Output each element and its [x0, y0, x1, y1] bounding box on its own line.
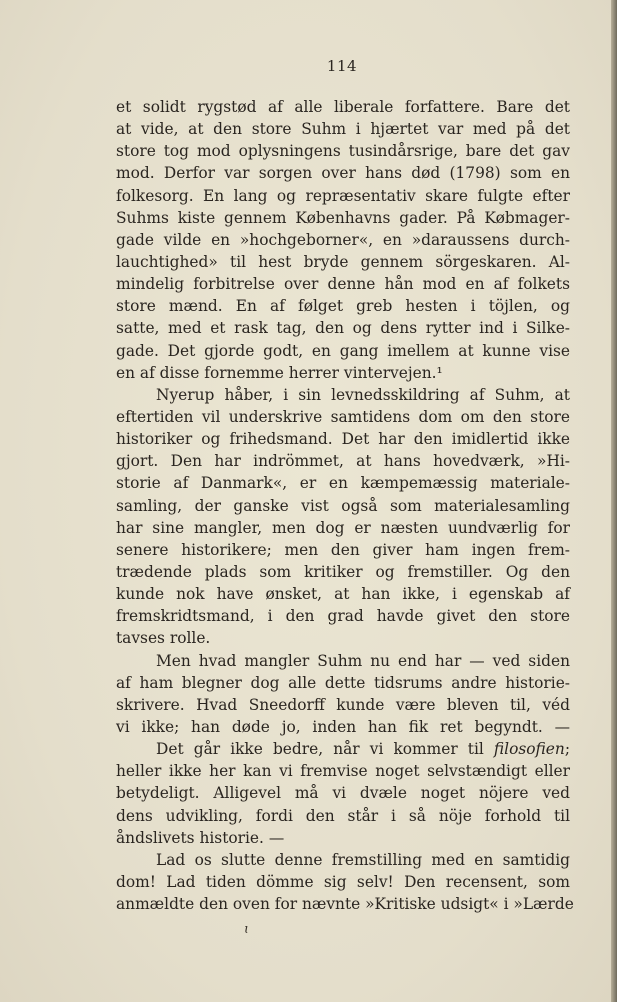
text-line: Lad os slutte denne fremstilling med en samtidig — [156, 850, 570, 869]
page-edge — [611, 0, 617, 1002]
text-line: satte, med et rask tag, den og dens rytter ind i Silke- — [116, 319, 570, 338]
text-line: tavses rolle. — [116, 629, 211, 648]
text-line: heller ikke her kan vi fremvise noget selvstændigt eller — [116, 762, 570, 781]
text-line: gjort. Den har indrömmet, at hans hovedværk, »Hi- — [116, 452, 570, 471]
text-line: har sine mangler, men dog er næsten uundværlig for — [116, 518, 570, 537]
page-number: 114 — [326, 57, 358, 75]
text-line: at vide, at den store Suhm i hjærtet var med på det — [116, 120, 570, 139]
text-line: skrivere. Hvad Sneedorff kunde være bleven til, véd — [116, 695, 570, 714]
text-line: eftertiden vil underskrive samtidens dom om den store — [116, 407, 570, 426]
text-line: trædende plads som kritiker og fremstiller. Og den — [116, 562, 570, 581]
text-line: folkesorg. En lang og repræsentativ skare fulgte efter — [116, 186, 570, 205]
text-line: storie af Danmark«, er en kæmpemæssig materiale- — [116, 474, 570, 493]
body-text — [116, 96, 574, 915]
stray-ink-mark: ɩ — [244, 922, 250, 937]
text-line: kunde nok have ønsket, at han ikke, i egenskab af — [116, 585, 570, 604]
text-line: Men hvad mangler Suhm nu end har — ved siden — [156, 651, 570, 670]
text-line: en af disse fornemme herrer vintervejen.¹ — [116, 363, 443, 382]
text-line: historiker og frihedsmand. Det har den imidlertid ikke — [116, 430, 570, 449]
text-line: vi ikke; han døde jo, inden han fik ret begyndt. — — [116, 717, 570, 736]
text-line: samling, der ganske vist også som materialesamling — [116, 496, 570, 515]
text-line: lauchtighed» til hest bryde gennem sörgeskaren. Al- — [116, 252, 570, 271]
text-line: anmældte den oven for nævnte »Kritiske udsigt« i »Lærde — [116, 895, 574, 914]
text-line: store mænd. En af følget greb hesten i töjlen, og — [116, 297, 570, 316]
text-line: mod. Derfor var sorgen over hans død (1798) som en — [116, 164, 570, 183]
text-line: et solidt rygstød af alle liberale forfattere. Bare det — [116, 98, 570, 116]
emphasis: filosofien — [493, 740, 565, 759]
text-line: fremskridtsmand, i den grad havde givet den store — [116, 607, 570, 626]
text-line: åndslivets historie. — — [116, 828, 285, 847]
text-line: mindelig forbitrelse over denne hån mod en af folkets — [116, 275, 570, 294]
text-line: betydeligt. Alligevel må vi dvæle noget nöjere ved — [116, 784, 570, 803]
text-line: gade. Det gjorde godt, en gang imellem at kunne vise — [116, 341, 570, 360]
text-line: af ham blegner dog alle dette tidsrums andre historie- — [116, 673, 570, 692]
text-line: Nyerup håber, i sin levnedsskildring af Suhm, at — [156, 385, 570, 404]
text-line: gade vilde en »hochgeborner«, en »daraussens durch- — [116, 230, 570, 249]
text-line: senere historikere; men den giver ham ingen frem- — [116, 540, 570, 559]
text-line: dens udvikling, fordi den står i så nöje forhold til — [116, 806, 570, 825]
text-line: Det går ikke bedre, når vi kommer til filosofien; — [156, 740, 570, 759]
text-line: dom! Lad tiden dömme sig selv! Den recensent, som — [116, 872, 570, 891]
text-line: Suhms kiste gennem Københavns gader. På Købmager- — [116, 208, 570, 227]
text-line: store tog mod oplysningens tusindårsrige, bare det gav — [116, 142, 570, 161]
